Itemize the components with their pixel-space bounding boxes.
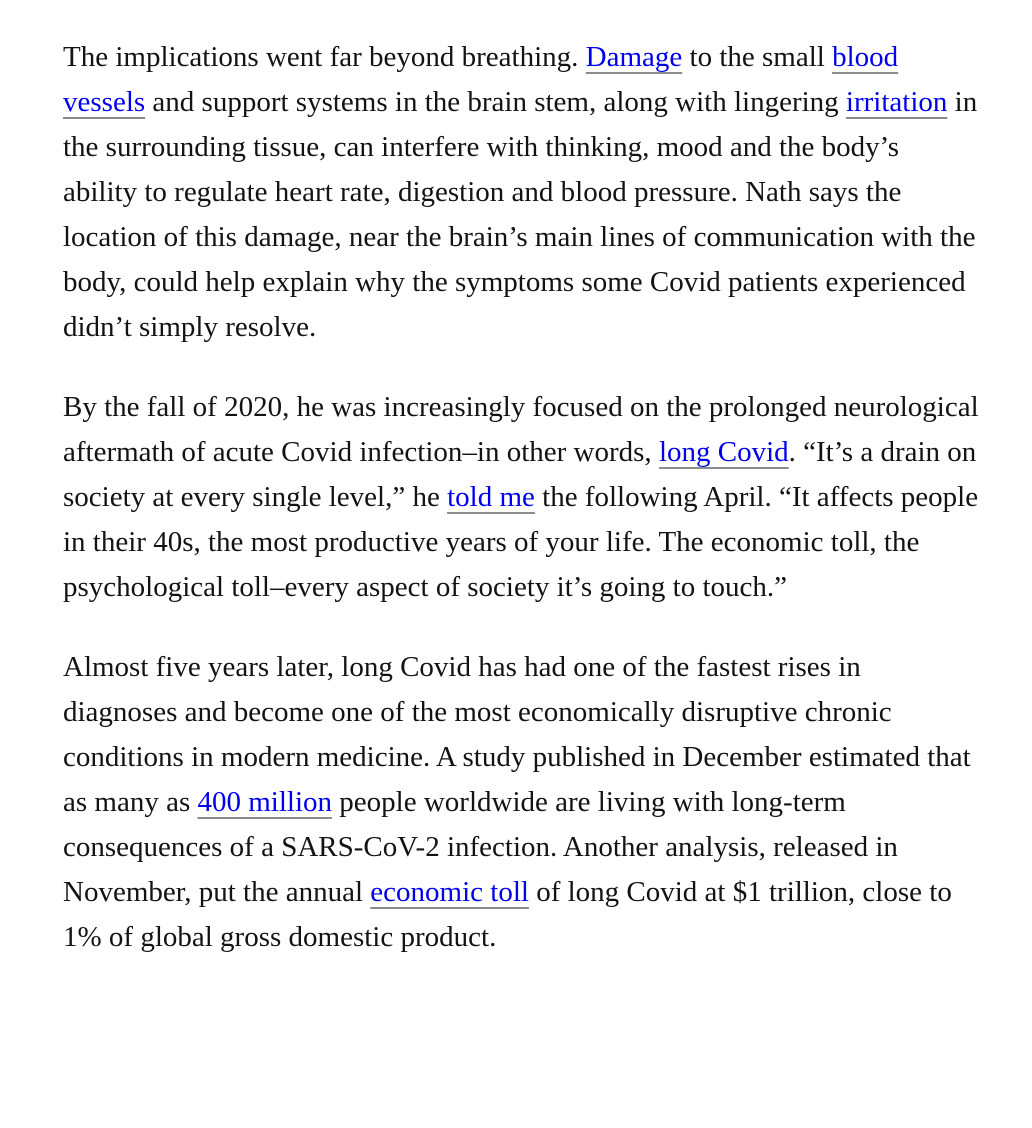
long-covid-link[interactable]: long Covid xyxy=(658,436,789,468)
told-me-link[interactable]: told me xyxy=(447,481,535,513)
text-run: . “It’s a drain on society at every single level,” he xyxy=(63,436,977,513)
paragraph xyxy=(63,385,980,610)
text-run: The implications went far beyond breathing. xyxy=(63,41,586,73)
text-run: in the surrounding tissue, can interfere with thinking, mood and the body’s ability to regulate heart rate, digestion and blood pressure. Nath says the location of this damage, near the brain’s main lines of communication with the body, could help explain why the symptoms some Covid patients experienced didn’t simply resolve. xyxy=(63,86,978,343)
400-million-link[interactable]: 400 million xyxy=(197,786,333,818)
irritation-link[interactable]: irritation xyxy=(845,86,948,118)
text-run: the following April. “It affects people in their 40s, the most productive years of your life. The economic toll, the psychological toll–every aspect of society it’s going to touch.” xyxy=(63,481,979,603)
text-run: to the small xyxy=(682,41,833,73)
economic-toll-link[interactable]: economic toll xyxy=(370,876,529,908)
paragraph xyxy=(63,35,980,350)
text-run: Almost five years later, long Covid has had one of the fastest rises in diagnoses and become one of the most economically disruptive chronic conditions in modern medicine. A study published in December estimated that as many as xyxy=(63,651,971,818)
paragraph xyxy=(63,645,980,960)
damage-link[interactable]: Damage xyxy=(585,41,683,73)
text-run: of long Covid at $1 trillion, close to 1% of global gross domestic product. xyxy=(63,876,952,953)
text-run: people worldwide are living with long-term consequences of a SARS-CoV-2 infection. Another analysis, released in November, put the annual xyxy=(63,786,898,908)
text-run: and support systems in the brain stem, along with lingering xyxy=(145,86,846,118)
blood-vessels-link[interactable]: blood vessels xyxy=(63,41,899,118)
text-run: By the fall of 2020, he was increasingly focused on the prolonged neurological aftermath of acute Covid infection–in other words, xyxy=(63,391,979,468)
